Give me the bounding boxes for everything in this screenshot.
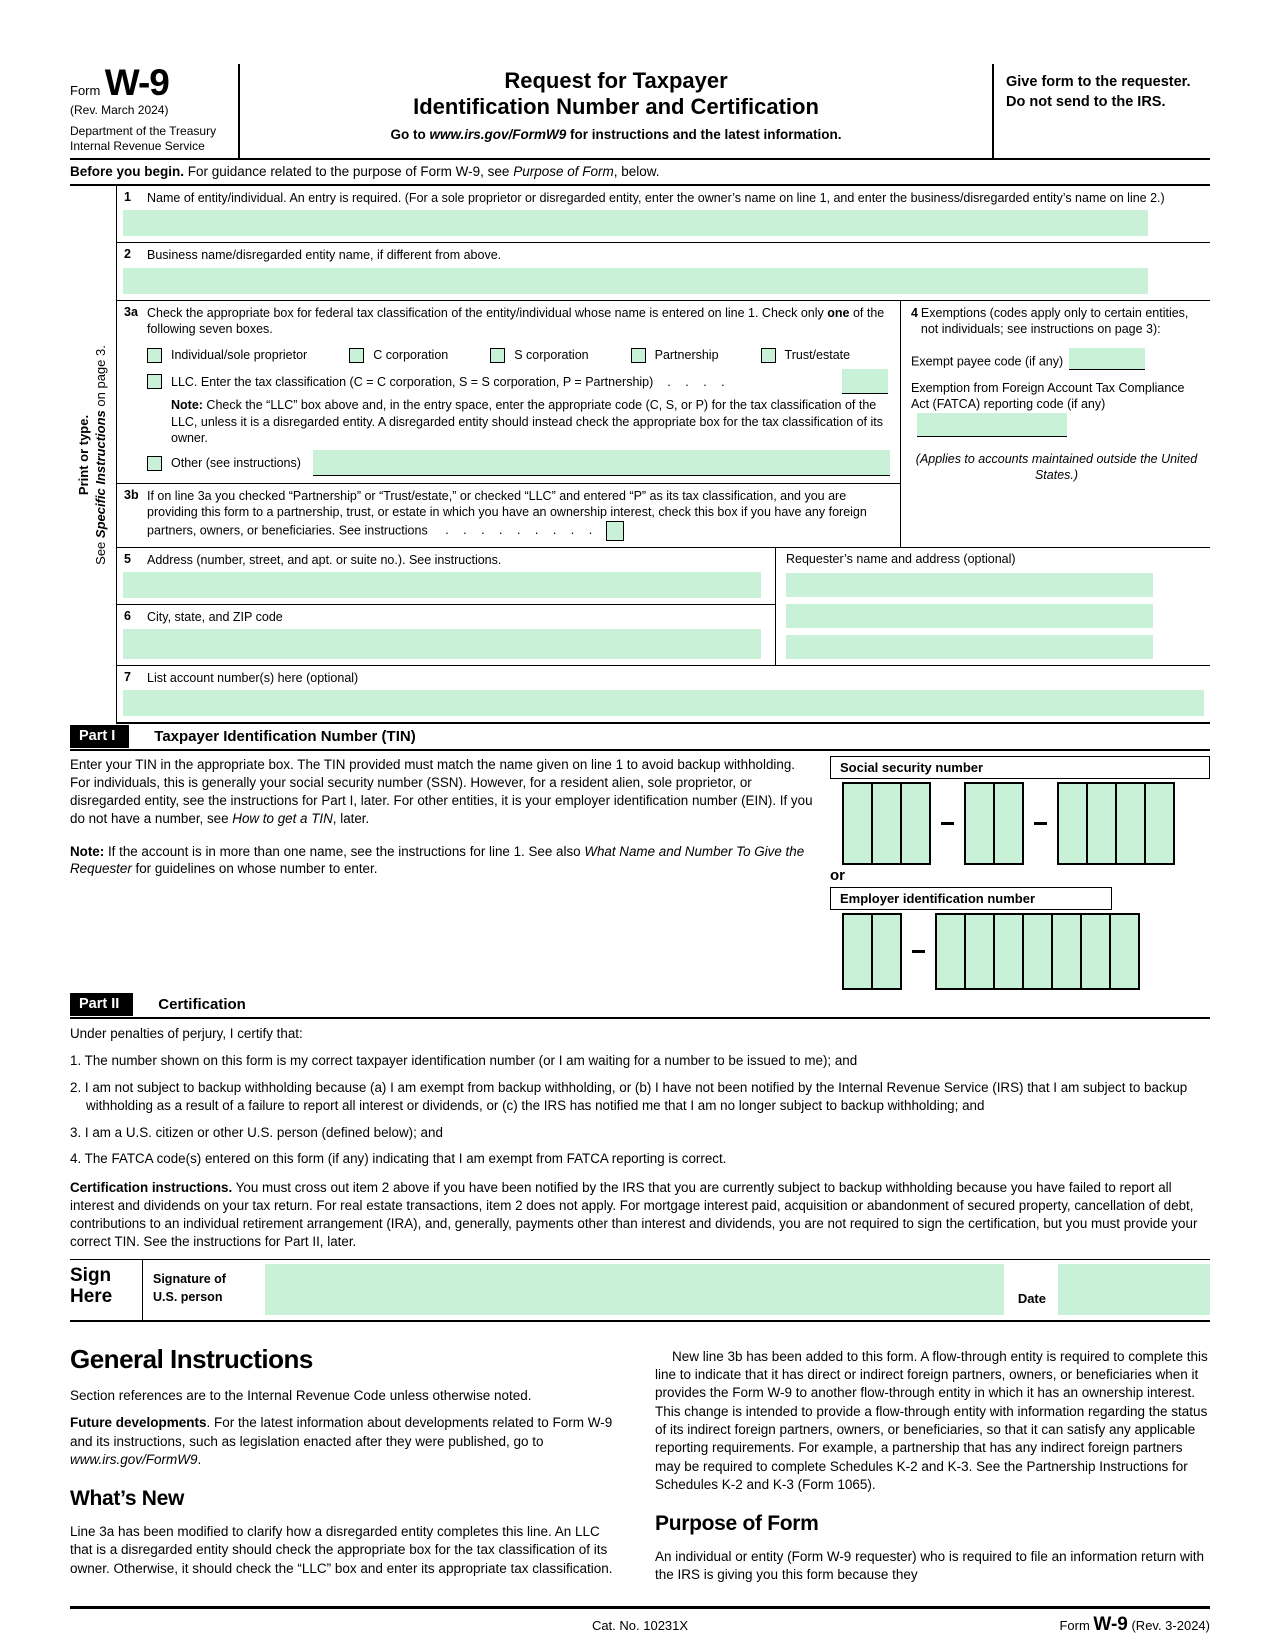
- general-instructions-title: General Instructions: [70, 1343, 313, 1374]
- line4-exemptions-column: [900, 301, 1210, 547]
- part1-p1-pre: Enter your TIN in the appropriate box. The TIN provided must match the name given on line 1 to avoid backup withholding. For individuals, this is generally your social security number (SSN). However, for a resident alien, sole proprietor, or disregarded entity, see the instructions for Part I, later. For other entities, it is your employer identification number (EIN). If you do not have a number, see: [70, 757, 813, 826]
- certification-item-2: 2. I am not subject to backup withholding because (a) I am exempt from backup withholding, or (b) I have not been notified by the Internal Revenue Service (IRS) that I am subject to backup withholding as a result of a failure to report all interest or dividends, or (c) the IRS has notified me that I am no longer subject to backup withholding; and: [70, 1079, 1188, 1113]
- label-partnership: Partnership: [654, 348, 719, 362]
- ssn-digit-cell[interactable]: [1057, 782, 1088, 865]
- line3b-row: [117, 484, 900, 547]
- signature-of-line1: Signature of: [153, 1271, 226, 1286]
- ssn-group-2: [964, 782, 1024, 865]
- checkbox-partnership[interactable]: [631, 348, 646, 363]
- before-you-begin-italic: Purpose of Form: [513, 164, 614, 179]
- ein-digit-cell[interactable]: [993, 913, 1024, 990]
- purpose-of-form-paragraph: An individual or entity (Form W-9 requester) who is required to file an information return with the IRS is giving you this form because they: [655, 1548, 1204, 1583]
- certification-item-4: 4. The FATCA code(s) entered on this form (if any) indicating that I am exempt from FATCA reporting is correct.: [70, 1151, 727, 1167]
- option-individual: [147, 347, 307, 363]
- line6-city-state-zip-input[interactable]: [123, 629, 761, 659]
- part1-paragraph: [70, 756, 816, 827]
- ssn-digit-cell[interactable]: [871, 782, 902, 865]
- ssn-label-box: Social security number: [830, 756, 1210, 779]
- line7-row: [117, 666, 1210, 722]
- llc-note-bold: Note:: [171, 398, 203, 413]
- part1-p1-post: , later.: [332, 810, 370, 826]
- certification-item-1: 1. The number shown on this form is my correct taxpayer identification number (or I am waiting for a number to be issued to me); and: [70, 1053, 858, 1069]
- certification-item-3: 3. I am a U.S. citizen or other U.S. person (defined below); and: [70, 1124, 443, 1140]
- see-specific-instructions-label: [93, 203, 110, 708]
- requester-column: [775, 548, 1210, 666]
- part1-note-bold: Note:: [70, 843, 105, 859]
- ssn-dash-icon: [1034, 822, 1047, 825]
- date-label: Date: [1017, 1291, 1046, 1307]
- fatca-label: Exemption from Foreign Account Tax Compliance Act (FATCA) reporting code (if any): [911, 380, 1185, 411]
- option-s-corporation: [490, 347, 588, 363]
- part2-title: Certification: [158, 996, 246, 1014]
- fill-in-area: [76, 186, 1210, 724]
- ein-dash-icon: [912, 950, 925, 953]
- line3b-leader-dots: . . . . . . . . .: [445, 522, 593, 537]
- line2-row: [117, 243, 1210, 300]
- part2-badge: Part II: [70, 993, 133, 1016]
- requester-input-1[interactable]: [786, 573, 1153, 597]
- checkbox-llc[interactable]: [147, 374, 162, 389]
- label-other: Other (see instructions): [171, 455, 301, 470]
- requester-label: Requester’s name and address (optional): [786, 551, 1016, 566]
- form-title-line1: Request for Taxpayer: [504, 68, 728, 93]
- line3a-label-bold: one: [827, 305, 850, 320]
- section-references-paragraph: Section references are to the Internal Revenue Code unless otherwise noted.: [70, 1387, 532, 1403]
- checkbox-foreign-partners[interactable]: [606, 521, 624, 541]
- other-classification-input[interactable]: [313, 450, 890, 476]
- ssn-digit-cell[interactable]: [842, 782, 873, 865]
- future-developments-pre: . For the latest information about developments related to Form W-9 and its instructions, such as legislation enacted after they were published, go to: [70, 1415, 613, 1449]
- line2-number: 2: [124, 247, 131, 262]
- checkbox-individual-sole-proprietor[interactable]: [147, 348, 162, 363]
- ein-digit-cell[interactable]: [871, 913, 902, 990]
- ssn-digit-cell[interactable]: [900, 782, 931, 865]
- ein-digit-cell[interactable]: [964, 913, 995, 990]
- line3b-text: If on line 3a you checked “Partnership” or “Trust/estate,” or checked “LLC” and entered “P” as its tax classification, and you are providing this form to a partnership, trust, or estate in which you have an ownership interest, check this box if you have any foreign partners, owners, or beneficiaries. See instructions: [147, 489, 867, 537]
- line1-row: [117, 186, 1210, 243]
- line7-number: 7: [124, 670, 131, 684]
- footer-form-number: W-9: [1093, 1613, 1128, 1635]
- label-llc: LLC. Enter the tax classification (C = C corporation, S = S corporation, P = Partnership): [171, 374, 654, 389]
- general-instructions-section: [70, 1322, 1210, 1594]
- goto-url[interactable]: www.irs.gov/FormW9: [429, 126, 567, 142]
- goto-post: for instructions and the latest information.: [566, 126, 842, 142]
- ein-digit-cell[interactable]: [1051, 913, 1082, 990]
- tin-entry-column: [830, 756, 1210, 992]
- llc-tax-code-input[interactable]: [842, 369, 888, 394]
- ssn-dash-icon: [941, 822, 954, 825]
- instructions-right-column: [655, 1334, 1210, 1594]
- checkbox-c-corporation[interactable]: [349, 348, 364, 363]
- date-input[interactable]: [1058, 1264, 1210, 1315]
- checkbox-trust-estate[interactable]: [761, 348, 776, 363]
- line5-number: 5: [124, 551, 131, 566]
- form-word: Form: [70, 83, 101, 98]
- ssn-cells: [842, 782, 1210, 865]
- line1-name-input[interactable]: [123, 210, 1148, 236]
- line3b-number: 3b: [124, 488, 139, 502]
- whats-new-paragraph: Line 3a has been modified to clarify how a disregarded entity completes this line. An LLC that is a disregarded entity should check the appropriate box for the tax classification of its owner. Otherwise, it should check the “LLC” box and enter its appropriate tax classification.: [70, 1523, 613, 1576]
- ein-group-1: [842, 913, 902, 990]
- goto-instructions: [254, 127, 978, 142]
- before-you-begin-post: , below.: [613, 164, 660, 179]
- footer-form-id: [1059, 1614, 1210, 1636]
- line3a-label: [147, 305, 890, 338]
- line5-label: Address (number, street, and apt. or suite no.). See instructions.: [147, 552, 502, 567]
- ssn-digit-cell[interactable]: [1115, 782, 1146, 865]
- certification-instructions: [70, 1179, 1210, 1250]
- or-label: or: [830, 867, 845, 885]
- future-developments-post: .: [197, 1451, 202, 1467]
- option-other: [147, 450, 890, 476]
- ssn-digit-cell[interactable]: [993, 782, 1024, 865]
- ssn-digit-cell[interactable]: [1086, 782, 1117, 865]
- ssn-digit-cell[interactable]: [964, 782, 995, 865]
- line3a-number: 3a: [124, 304, 138, 319]
- classification-and-exemptions: [117, 301, 1210, 548]
- form-identity-block: [70, 64, 240, 158]
- sign-word: Sign: [70, 1264, 112, 1286]
- requester-input-3[interactable]: [786, 635, 1153, 659]
- part1-note: [70, 843, 816, 879]
- page-footer: [70, 1606, 1210, 1646]
- applies-outside-us-note: (Applies to accounts maintained outside the United States.): [915, 451, 1198, 483]
- label-s-corporation: S corporation: [514, 348, 589, 362]
- checkbox-s-corporation[interactable]: [490, 348, 505, 363]
- part1-note-em: What Name and Number To Give the Requester: [70, 843, 805, 877]
- future-developments-bold: Future developments: [70, 1415, 207, 1431]
- line5-row: [117, 548, 775, 605]
- sidebar-post: on page 3.: [93, 345, 108, 411]
- ein-digit-cell[interactable]: [1109, 913, 1140, 990]
- goto-pre: Go to: [390, 126, 430, 142]
- ein-group-2: [935, 913, 1140, 990]
- here-word: Here: [70, 1286, 113, 1308]
- ssn-digit-cell[interactable]: [1144, 782, 1175, 865]
- before-you-begin-pre: For guidance related to the purpose of Form W-9, see: [184, 164, 514, 179]
- form-number: W-9: [104, 62, 169, 103]
- form-title-line2: Identification Number and Certification: [413, 93, 819, 119]
- print-or-type-sidebar: [70, 186, 116, 724]
- agency-label: Internal Revenue Service: [70, 139, 205, 153]
- checkbox-other[interactable]: [147, 456, 162, 471]
- llc-leader-dots: . . . .: [667, 374, 725, 389]
- future-developments-url[interactable]: www.irs.gov/FormW9: [70, 1451, 198, 1467]
- option-llc: [147, 369, 890, 394]
- line1-label: Name of entity/individual. An entry is required. (For a sole proprietor or disregarded entity, enter the owner’s name on line 1, and enter the business/disregarded entity’s name on line 2.): [147, 191, 1165, 205]
- part1-body: [70, 751, 1210, 992]
- form-revision: (Rev. March 2024): [70, 103, 169, 117]
- ein-digit-cell[interactable]: [842, 913, 873, 990]
- ein-cells: [842, 913, 1210, 990]
- part1-title: Taxpayer Identification Number (TIN): [154, 728, 416, 746]
- line3a-label-post: of the following seven boxes.: [147, 305, 885, 336]
- sign-here-row: [70, 1259, 1210, 1322]
- line7-label: List account number(s) here (optional): [147, 671, 359, 685]
- form-header: [70, 64, 1210, 160]
- option-trust-estate: [761, 347, 851, 363]
- llc-note-text: Check the “LLC” box above and, in the entry space, enter the appropriate code (C, S, or P) for the tax classification of the LLC, unless it is a disregarded entity. A disregarded entity should instead check the appropriate box for the tax classification of its owner.: [171, 398, 883, 445]
- line6-row: [117, 605, 775, 665]
- ssn-group-1: [842, 782, 931, 865]
- part1-header: [70, 724, 1210, 751]
- label-individual-sole-proprietor: Individual/sole proprietor: [171, 348, 308, 362]
- fatca-code-input[interactable]: [917, 413, 1067, 437]
- signature-of-line2: U.S. person: [153, 1289, 223, 1304]
- part1-note-pre: If the account is in more than one name, see the instructions for line 1. See also: [104, 843, 585, 859]
- future-developments-paragraph: [70, 1414, 625, 1469]
- option-c-corporation: [349, 347, 448, 363]
- line5-address-input[interactable]: [123, 572, 761, 598]
- signature-input[interactable]: [265, 1264, 1004, 1315]
- ein-digit-cell[interactable]: [1080, 913, 1111, 990]
- part1-note-post: for guidelines on whose number to enter.: [131, 861, 378, 877]
- address-and-requester: [117, 548, 1210, 667]
- line7-account-numbers-input[interactable]: [123, 690, 1204, 716]
- whats-new-title: What’s New: [70, 1487, 185, 1511]
- label-c-corporation: C corporation: [373, 348, 449, 362]
- line6-number: 6: [124, 608, 131, 623]
- llc-note: [171, 397, 890, 446]
- before-you-begin-bold: Before you begin.: [70, 164, 185, 179]
- new-line-3b-paragraph: New line 3b has been added to this form. A flow-through entity is required to complete this line to indicate that it has direct or indirect foreign partners, owners, or beneficiaries when it provides the Form W-9 to another flow-through entity in which it has an ownership interest. This change is intended to provide a flow-through entity with information regarding the status of its indirect foreign partners, owners, or beneficiaries, so that it can satisfy any applicable reporting requirements. For example, a partnership that has any indirect foreign partners may be required to complete Schedules K-2 and K-3. See the Partnership Instructions for Schedules K-2 and K-3 (Form 1065).: [655, 1348, 1208, 1493]
- ein-digit-cell[interactable]: [1022, 913, 1053, 990]
- sidebar-pre: See: [93, 538, 108, 565]
- line6-label: City, state, and ZIP code: [147, 609, 283, 624]
- part2-body: [70, 1019, 1210, 1258]
- line2-label: Business name/disregarded entity name, if different from above.: [147, 248, 502, 263]
- exempt-payee-label: Exempt payee code (if any): [911, 354, 1064, 368]
- certification-instructions-text: You must cross out item 2 above if you have been notified by the IRS that you are currently subject to backup withholding because you have failed to report all interest and dividends on your tax return. For real estate transactions, item 2 does not apply. For mortgage interest paid, acquisition or abandonment of secured property, cancellation of debt, contributions to an individual retirement arrangement (IRA), and, generally, payments other than interest and dividends, you are not required to sign the certification, but you must provide your correct TIN. See the instructions for Part II, later.: [70, 1180, 1198, 1249]
- footer-form-revision: (Rev. 3-2024): [1127, 1617, 1210, 1633]
- ein-label-box: Employer identification number: [830, 887, 1112, 910]
- ein-digit-cell[interactable]: [935, 913, 966, 990]
- give-form-notice: Give form to the requester. Do not send to the IRS.: [992, 64, 1210, 158]
- option-partnership: [631, 347, 719, 363]
- part1-badge: Part I: [70, 725, 129, 748]
- department-label: Department of the Treasury: [70, 124, 217, 138]
- label-trust-estate: Trust/estate: [784, 348, 851, 362]
- certification-instructions-bold: Certification instructions.: [70, 1180, 233, 1196]
- fatca-line: [911, 380, 1202, 437]
- signature-of-label: [143, 1260, 263, 1320]
- requester-input-2[interactable]: [786, 604, 1153, 628]
- catalog-number: Cat. No. 10231X: [591, 1617, 689, 1633]
- print-or-type-label: Print or type.: [76, 415, 92, 496]
- exempt-payee-line: [911, 348, 1202, 370]
- ssn-group-3: [1057, 782, 1175, 865]
- line1-number: 1: [124, 190, 131, 204]
- before-you-begin: [70, 160, 1210, 186]
- line3a-label-pre: Check the appropriate box for federal tax classification of the entity/individual whose name is entered on line 1. Check only: [147, 305, 828, 320]
- part2-header: [70, 992, 1210, 1019]
- line3a-row: [117, 301, 900, 485]
- exempt-payee-code-input[interactable]: [1069, 348, 1145, 370]
- certification-intro: Under penalties of perjury, I certify that:: [70, 1026, 303, 1042]
- part1-p1-em: How to get a TIN: [232, 810, 333, 826]
- sidebar-em: Specific Instructions: [93, 410, 108, 539]
- purpose-of-form-title: Purpose of Form: [655, 1512, 819, 1536]
- form-title-block: [240, 64, 992, 158]
- footer-form-word: Form: [1059, 1617, 1094, 1633]
- sign-here-label: [70, 1260, 143, 1320]
- line4-label: Exemptions (codes apply only to certain entities, not individuals; see instructions on page 3):: [920, 305, 1189, 336]
- line2-business-name-input[interactable]: [123, 268, 1148, 294]
- line4-number: 4: [911, 305, 918, 320]
- instructions-left-column: [70, 1334, 625, 1594]
